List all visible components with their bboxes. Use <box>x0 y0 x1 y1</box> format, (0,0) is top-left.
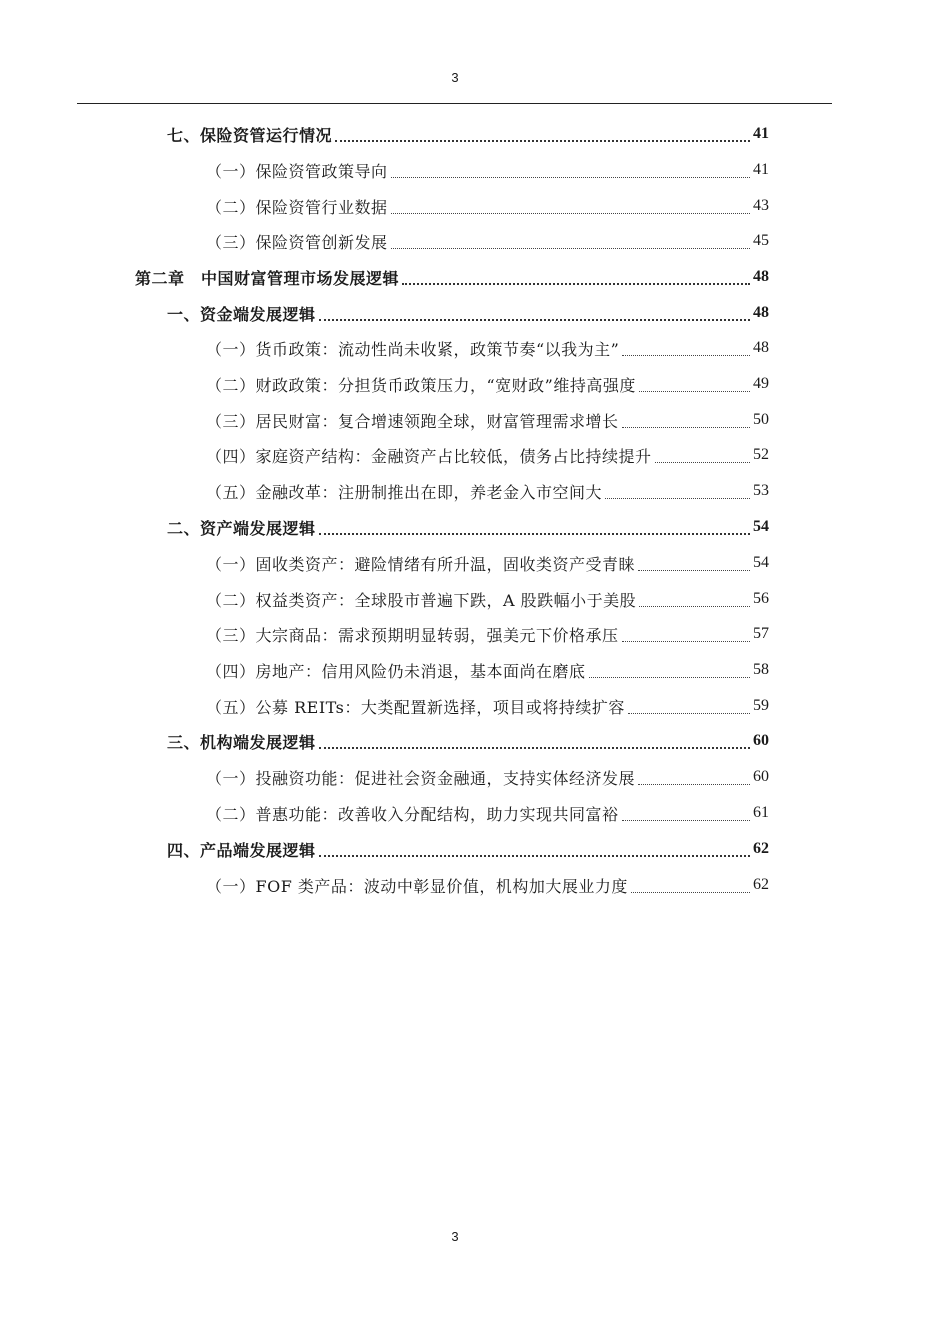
toc-leader-dots <box>639 594 750 607</box>
toc-leader-dots <box>628 701 750 714</box>
toc-leader-dots <box>622 808 750 821</box>
toc-entry-title: （一）FOF 类产品：波动中彰显价值，机构加大展业力度 <box>206 876 628 896</box>
toc-entry[interactable] <box>206 581 769 617</box>
toc-leader-dots <box>622 629 750 642</box>
toc-entry-page: 62 <box>753 876 769 893</box>
toc-leader-dots <box>605 486 750 499</box>
toc-entry[interactable] <box>206 473 769 509</box>
toc-entry-page: 58 <box>753 661 769 678</box>
toc-entry-title: 七、保险资管运行情况 <box>167 125 333 145</box>
toc-leader-dots <box>622 343 750 356</box>
toc-entry-page: 54 <box>753 518 769 535</box>
toc-entry-title: 一、资金端发展逻辑 <box>167 304 316 324</box>
toc-entry-title: （三）保险资管创新发展 <box>206 232 388 252</box>
header-page-number: 3 <box>451 70 459 85</box>
toc-entry-page: 50 <box>753 411 769 428</box>
toc-entry-title: （四）房地产：信用风险仍未消退，基本面尚在磨底 <box>206 661 586 681</box>
toc-entry[interactable] <box>206 188 769 224</box>
toc-entry-page: 48 <box>753 304 769 321</box>
toc-entry[interactable] <box>206 652 769 688</box>
toc-entry[interactable] <box>206 867 769 903</box>
toc-entry[interactable] <box>206 330 769 366</box>
toc-entry[interactable] <box>206 366 769 402</box>
toc-entry[interactable] <box>167 509 769 545</box>
toc-entry-page: 48 <box>753 339 769 356</box>
toc-entry-page: 60 <box>753 732 769 749</box>
toc-entry[interactable] <box>206 616 769 652</box>
toc-leader-dots <box>639 379 750 392</box>
toc-entry-page: 43 <box>753 197 769 214</box>
toc-entry[interactable] <box>206 437 769 473</box>
toc-entry[interactable] <box>167 295 769 331</box>
header-rule <box>77 103 832 104</box>
toc-leader-dots <box>319 521 750 535</box>
toc-leader-dots <box>655 450 750 463</box>
toc-entry-title: （三）居民财富：复合增速领跑全球，财富管理需求增长 <box>206 411 619 431</box>
toc-entry-page: 45 <box>753 232 769 249</box>
toc-entry-page: 61 <box>753 804 769 821</box>
toc-entry[interactable] <box>206 545 769 581</box>
toc-entry[interactable] <box>206 688 769 724</box>
toc-leader-dots <box>391 201 750 214</box>
toc-entry[interactable] <box>206 795 769 831</box>
toc-leader-dots <box>638 558 750 571</box>
toc-entry-title: 第二章 中国财富管理市场发展逻辑 <box>135 268 400 288</box>
toc-entry-page: 53 <box>753 482 769 499</box>
toc-entry-title: （三）大宗商品：需求预期明显转弱，强美元下价格承压 <box>206 625 619 645</box>
toc-entry[interactable] <box>167 723 769 759</box>
toc-entry-title: （四）家庭资产结构：金融资产占比较低，债务占比持续提升 <box>206 446 652 466</box>
toc-leader-dots <box>319 735 750 749</box>
toc-leader-dots <box>589 665 750 678</box>
toc-entry[interactable] <box>206 402 769 438</box>
toc-entry-page: 52 <box>753 446 769 463</box>
toc-entry-title: （二）保险资管行业数据 <box>206 197 388 217</box>
toc-entry-page: 60 <box>753 768 769 785</box>
toc-entry[interactable] <box>167 831 769 867</box>
toc-entry-title: （二）财政政策：分担货币政策压力，“宽财政”维持高强度 <box>206 375 636 395</box>
toc-entry[interactable] <box>206 223 769 259</box>
toc-entry-title: 二、资产端发展逻辑 <box>167 518 316 538</box>
toc-entry[interactable] <box>206 759 769 795</box>
toc-entry-page: 41 <box>753 161 769 178</box>
toc-entry-page: 48 <box>753 268 769 285</box>
toc-entry-title: （二）权益类资产：全球股市普遍下跌，A 股跌幅小于美股 <box>206 590 637 610</box>
toc-entry-page: 62 <box>753 840 769 857</box>
toc-leader-dots <box>622 415 750 428</box>
toc-entry-page: 59 <box>753 697 769 714</box>
toc-leader-dots <box>335 128 750 142</box>
toc-entry-page: 54 <box>753 554 769 571</box>
toc-entry-title: （二）普惠功能：改善收入分配结构，助力实现共同富裕 <box>206 804 619 824</box>
toc-entry-page: 57 <box>753 625 769 642</box>
toc-entry-page: 56 <box>753 590 769 607</box>
toc-entry-chapter[interactable] <box>135 259 769 295</box>
toc-leader-dots <box>402 271 750 285</box>
toc-entry-title: 三、机构端发展逻辑 <box>167 732 316 752</box>
toc-leader-dots <box>391 236 750 249</box>
toc-entry[interactable] <box>167 116 769 152</box>
toc-entry-title: 四、产品端发展逻辑 <box>167 840 316 860</box>
toc-leader-dots <box>319 843 750 857</box>
toc-entry-title: （一）货币政策：流动性尚未收紧，政策节奏“以我为主” <box>206 339 620 359</box>
toc-entry-title: （五）公募 REITs：大类配置新选择，项目或将持续扩容 <box>206 697 625 717</box>
toc-entry[interactable] <box>206 152 769 188</box>
toc-leader-dots <box>638 772 750 785</box>
footer-page-number: 3 <box>451 1229 459 1244</box>
toc-leader-dots <box>631 880 750 893</box>
toc-entry-title: （一）投融资功能：促进社会资金融通，支持实体经济发展 <box>206 768 636 788</box>
toc-entry-title: （一）固收类资产：避险情绪有所升温，固收类资产受青睐 <box>206 554 636 574</box>
toc-leader-dots <box>391 165 750 178</box>
toc-entry-page: 41 <box>753 125 769 142</box>
toc-leader-dots <box>319 307 750 321</box>
toc-entry-page: 49 <box>753 375 769 392</box>
toc-entry-title: （五）金融改革：注册制推出在即，养老金入市空间大 <box>206 482 603 502</box>
toc-entry-title: （一）保险资管政策导向 <box>206 161 388 181</box>
